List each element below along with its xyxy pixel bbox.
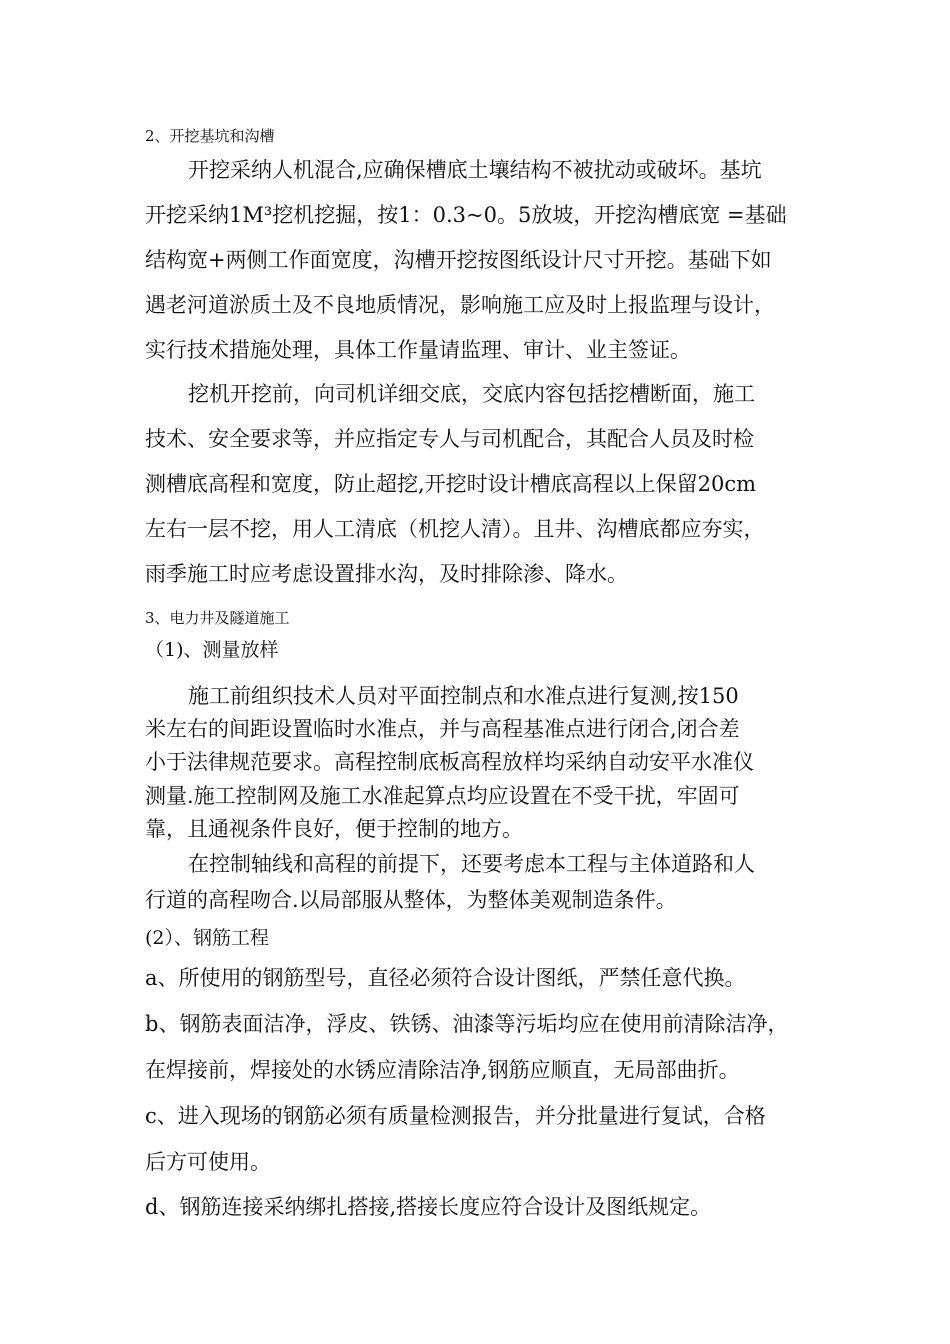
paragraph-line: 左右一层不挖，用人工清底（机挖人清）。且井、沟槽底都应夯实， — [145, 517, 765, 541]
paragraph-line: 开挖采纳人机混合,应确保槽底土壤结构不被扰动或破坏。基坑 — [188, 158, 762, 182]
paragraph-line: 挖机开挖前，向司机详细交底，交底内容包括挖槽断面，施工 — [188, 382, 755, 406]
list-item: d、钢筋连接采纳绑扎搭接,搭接长度应符合设计及图纸规定。 — [145, 1195, 712, 1219]
section-2-heading: 2、开挖基坑和沟槽 — [145, 127, 275, 145]
paragraph-line: 雨季施工时应考虑设置排水沟，及时排除渗、降水。 — [145, 562, 628, 586]
paragraph-line: 结构宽+两侧工作面宽度，沟槽开挖按图纸设计尺寸开挖。基础下如 — [145, 248, 772, 272]
list-item: c、进入现场的钢筋必须有质量检测报告，并分批量进行复试，合格 — [145, 1104, 766, 1128]
paragraph-line: 米左右的间距设置临时水准点，并与高程基准点进行闭合,闭合差 — [145, 717, 740, 741]
paragraph-line: 实行技术措施处理，具体工作量请监理、审计、业主签证。 — [145, 338, 691, 362]
list-item: b、钢筋表面洁净，浮皮、铁锈、油漆等污垢均应在使用前清除洁净， — [145, 1012, 789, 1036]
paragraph-line: 开挖采纳1M³挖机挖掘，按1：0.3~0。5放坡，开挖沟槽底宽 =基础 — [145, 203, 787, 227]
paragraph-line: 遇老河道淤质土及不良地质情况，影响施工应及时上报监理与设计， — [145, 293, 775, 317]
section-3-heading: 3、电力井及隧道施工 — [145, 609, 290, 627]
paragraph-line: 在控制轴线和高程的前提下，还要考虑本工程与主体道路和人 — [188, 852, 755, 876]
paragraph-line: 小于法律规范要求。高程控制底板高程放样均采纳自动安平水准仪 — [145, 750, 754, 774]
list-item: 后方可使用。 — [145, 1150, 271, 1174]
subsection-heading: (2）、钢筋工程 — [145, 927, 270, 949]
paragraph-line: 测槽底高程和宽度，防止超挖,开挖时设计槽底高程以上保留20cm — [145, 472, 757, 496]
paragraph-line: 靠，且通视条件良好，便于控制的地方。 — [145, 817, 523, 841]
paragraph-line: 技术、安全要求等，并应指定专人与司机配合，其配合人员及时检 — [145, 427, 754, 451]
paragraph-line: 行道的高程吻合.以局部服从整体，为整体美观制造条件。 — [145, 888, 677, 912]
paragraph-line: 测量.施工控制网及施工水准起算点均应设置在不受干扰，牢固可 — [145, 784, 740, 808]
list-item: 在焊接前，焊接处的水锈应清除洁净,钢筋应顺直，无局部曲折。 — [145, 1058, 740, 1082]
list-item: a、所使用的钢筋型号，直径必须符合设计图纸，严禁任意代换。 — [145, 966, 746, 990]
subsection-heading: （1)、测量放样 — [145, 639, 279, 661]
paragraph-line: 施工前组织技术人员对平面控制点和水准点进行复测,按150 — [188, 684, 739, 708]
